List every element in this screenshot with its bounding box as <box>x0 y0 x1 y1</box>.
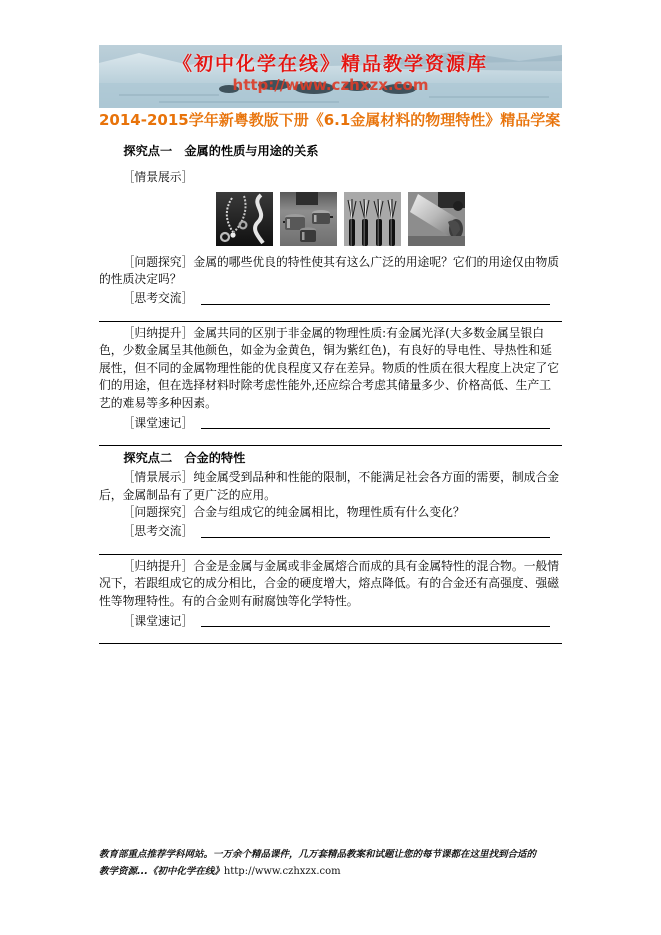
footer-slogan: 教学资源...《初中化学在线》 <box>99 866 224 877</box>
note-label: ［课堂速记］ <box>122 415 194 430</box>
site-title: 《初中化学在线》精品教学资源库 <box>172 53 488 75</box>
think-label: ［思考交流］ <box>122 291 194 305</box>
page-title: 2014-2015学年新粤教版下册《6.1金属材料的物理特性》精品学案 <box>99 111 561 129</box>
answer-blank <box>201 414 550 429</box>
note-label: ［课堂速记］ <box>122 613 194 628</box>
photo-electric-cables <box>344 192 401 246</box>
question-text: 金属的哪些优良的特性使其有这么广泛的用途呢？它们的用途仅由物质的性质决定吗？ <box>99 254 560 286</box>
section2-question <box>99 504 562 522</box>
question-text: 合金与组成它的纯金属相比，物理性质有什么变化？ <box>193 505 465 519</box>
question-label: ［问题探究］ <box>122 254 194 269</box>
photo-metal-cookware <box>280 192 337 246</box>
section1-heading: 探究点一 金属的性质与用途的关系 <box>123 144 319 158</box>
answer-blank <box>201 290 550 305</box>
answer-line <box>99 541 562 555</box>
photo-metal-roller <box>408 192 465 246</box>
section2-note-row <box>99 612 562 630</box>
footer-line1: 教育部重点推荐学科网站。一万余个精品课件，几万套精品教案和试题让您的每节课都在这里找到合适的 <box>99 849 537 860</box>
answer-line <box>99 308 562 322</box>
section2-think-row <box>99 523 562 541</box>
scene-photo-row <box>216 192 562 246</box>
page-footer <box>99 846 577 880</box>
section1-scene-label: ［情景展示］ <box>122 170 194 184</box>
section2-heading: 探究点二 合金的特性 <box>123 451 246 465</box>
photo-silver-jewelry <box>216 192 273 246</box>
think-label: ［思考交流］ <box>122 524 194 538</box>
section2-summary <box>99 558 562 611</box>
footer-line2 <box>99 863 577 880</box>
summary-label: ［归纳提升］ <box>122 558 194 573</box>
section1-summary <box>99 325 562 413</box>
summary-text: 金属共同的区别于非金属的物理性质:有金属光泽(大多数金属呈银白色，少数金属呈其他颜色，如金为金黄色，铜为紫红色)，有良好的导电性、导热性和延展性，但不同的金属物理性能的优良程度又存在差异。物质的性质在很大程度上决定了它们的用途，但在选择材料时除考虑性能外,还应综合考虑其储量多少、价格高低、生产工艺的难易等多种因素。 <box>99 325 560 410</box>
site-banner <box>99 45 562 108</box>
answer-line <box>99 432 562 446</box>
summary-label: ［归纳提升］ <box>122 325 194 340</box>
answer-line <box>99 630 562 644</box>
scene-text: 纯金属受到品种和性能的限制，不能满足社会各方面的需要，制成合金后，金属制品有了更广泛的应用。 <box>99 470 560 502</box>
scene-label: ［情景展示］ <box>122 470 194 484</box>
banner-text-block <box>99 52 562 94</box>
section2-scene <box>99 469 562 504</box>
question-label: ［问题探究］ <box>122 505 194 519</box>
summary-text: 合金是金属与金属或非金属熔合而成的具有金属特性的混合物。一般情况下，若跟组成它的成分相比，合金的硬度增大，熔点降低。有的合金还有高强度、强磁性等物理特性。有的合金则有耐腐蚀等化学特性。 <box>99 558 560 608</box>
section1-think-row <box>99 290 562 308</box>
section1-question <box>99 254 562 289</box>
answer-blank <box>201 612 550 627</box>
site-url-link[interactable]: http://www.czhxzx.com <box>232 76 429 94</box>
document-content <box>99 0 562 647</box>
section1-note-row <box>99 414 562 432</box>
answer-blank <box>201 523 550 538</box>
footer-url-link[interactable]: http://www.czhxzx.com <box>223 866 341 877</box>
